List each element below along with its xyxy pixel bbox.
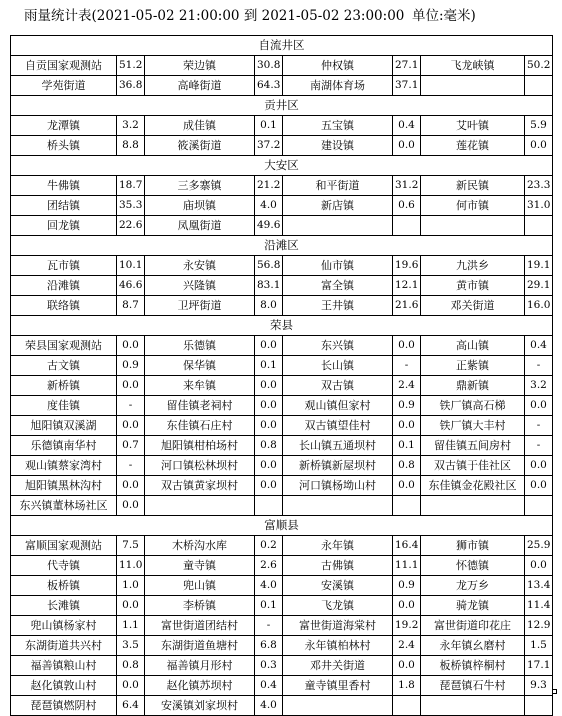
rainfall-value: 10.1 (117, 256, 145, 276)
rainfall-value: 0.0 (117, 496, 145, 516)
rainfall-value: 18.7 (117, 176, 145, 196)
station-name (283, 696, 393, 716)
rainfall-value: 0.3 (255, 656, 283, 676)
rainfall-value: 30.8 (255, 56, 283, 76)
rainfall-value: 6.4 (117, 696, 145, 716)
rainfall-value: 0.1 (255, 596, 283, 616)
station-name (421, 496, 525, 516)
table-row (11, 376, 553, 396)
station-name: 荣县国家观测站 (11, 336, 117, 356)
rainfall-value (525, 216, 553, 236)
station-name: 南湖体育场 (283, 76, 393, 96)
station-name: 永年镇柏林村 (283, 636, 393, 656)
station-name: 安溪镇刘家坝村 (145, 696, 255, 716)
station-name: 学苑街道 (11, 76, 117, 96)
rainfall-value: 0.0 (117, 476, 145, 496)
table-row (11, 336, 553, 356)
rainfall-value: 1.1 (117, 616, 145, 636)
station-name: 双古镇望佳村 (283, 416, 393, 436)
station-name: 来牟镇 (145, 376, 255, 396)
rainfall-value: 0.0 (393, 136, 421, 156)
table-row (11, 656, 553, 676)
station-name: 鼎新镇 (421, 376, 525, 396)
rainfall-value: 0.1 (255, 356, 283, 376)
rainfall-value: 21.2 (255, 176, 283, 196)
rainfall-value: 0.0 (525, 396, 553, 416)
station-name (145, 496, 255, 516)
station-name: 双古镇于佳社区 (421, 456, 525, 476)
rainfall-value: 29.1 (525, 276, 553, 296)
rainfall-value: 19.2 (393, 616, 421, 636)
station-name: 度佳镇 (11, 396, 117, 416)
table-row (11, 76, 553, 96)
rainfall-value: 0.4 (255, 676, 283, 696)
station-name: 龙万乡 (421, 576, 525, 596)
table-row (11, 476, 553, 496)
rainfall-value: 0.0 (525, 456, 553, 476)
district-header-row (11, 156, 553, 176)
rainfall-value: 2.4 (393, 636, 421, 656)
station-name (421, 696, 525, 716)
rainfall-value: 0.0 (393, 336, 421, 356)
station-name: 富全镇 (283, 276, 393, 296)
rainfall-value: 8.8 (117, 136, 145, 156)
station-name: 东兴镇董林场社区 (11, 496, 117, 516)
table-row (11, 496, 553, 516)
table-row (11, 456, 553, 476)
table-row (11, 296, 553, 316)
station-name: 富世街道印花庄 (421, 616, 525, 636)
rainfall-value: 37.1 (393, 76, 421, 96)
station-name: 回龙镇 (11, 216, 117, 236)
station-name: 沿滩镇 (11, 276, 117, 296)
station-name: 福善镇粮山村 (11, 656, 117, 676)
station-name: 铁厂镇高石梯 (421, 396, 525, 416)
rainfall-value: 2.4 (393, 376, 421, 396)
station-name: 东湖街道鱼塘村 (145, 636, 255, 656)
station-name: 邓井关街道 (283, 656, 393, 676)
rainfall-value: 11.0 (117, 556, 145, 576)
station-name: 新桥镇新屋坝村 (283, 456, 393, 476)
rainfall-value: 0.0 (255, 336, 283, 356)
station-name: 童寺镇里香村 (283, 676, 393, 696)
station-name: 飞龙峡镇 (421, 56, 525, 76)
station-name: 乐德镇南华村 (11, 436, 117, 456)
rainfall-value: 11.1 (393, 556, 421, 576)
rainfall-value: 0.7 (117, 436, 145, 456)
rainfall-value: 0.0 (393, 656, 421, 676)
rainfall-value: 12.9 (525, 616, 553, 636)
station-name: 东佳镇金花殿社区 (421, 476, 525, 496)
district-name: 自流井区 (11, 36, 553, 56)
rainfall-value: 0.0 (393, 416, 421, 436)
table-row (11, 416, 553, 436)
station-name: 高山镇 (421, 336, 525, 356)
station-name (421, 76, 525, 96)
station-name: 荣边镇 (145, 56, 255, 76)
station-name: 铁厂镇大丰村 (421, 416, 525, 436)
rainfall-value: 8.7 (117, 296, 145, 316)
station-name: 黄市镇 (421, 276, 525, 296)
rainfall-value: 0.8 (255, 436, 283, 456)
station-name: 长山镇 (283, 356, 393, 376)
rainfall-value: 0.9 (393, 576, 421, 596)
station-name (283, 496, 393, 516)
table-row (11, 616, 553, 636)
rainfall-value: 0.9 (393, 396, 421, 416)
rainfall-value (525, 496, 553, 516)
table-row (11, 576, 553, 596)
station-name: 仙市镇 (283, 256, 393, 276)
station-name: 古佛镇 (283, 556, 393, 576)
rainfall-value: 27.1 (393, 56, 421, 76)
station-name: 长山镇五通坝村 (283, 436, 393, 456)
rainfall-value: 0.8 (393, 456, 421, 476)
rainfall-value: 51.2 (117, 56, 145, 76)
station-name: 琵琶镇燃阴村 (11, 696, 117, 716)
station-name: 福善镇月形村 (145, 656, 255, 676)
station-name: 旭阳镇黑林沟村 (11, 476, 117, 496)
rainfall-value: 1.0 (117, 576, 145, 596)
rainfall-value: 19.1 (525, 256, 553, 276)
table-row (11, 676, 553, 696)
rainfall-value: 0.1 (393, 436, 421, 456)
station-name: 永安镇 (145, 256, 255, 276)
station-name: 瓦市镇 (11, 256, 117, 276)
station-name: 河口镇杨坳山村 (283, 476, 393, 496)
station-name: 留佳镇老祠村 (145, 396, 255, 416)
rainfall-value: 17.1 (525, 656, 553, 676)
station-name: 代寺镇 (11, 556, 117, 576)
station-name: 正紫镇 (421, 356, 525, 376)
rainfall-value: - (525, 416, 553, 436)
rainfall-value: 49.6 (255, 216, 283, 236)
table-row (11, 356, 553, 376)
station-name: 新店镇 (283, 196, 393, 216)
station-name: 李桥镇 (145, 596, 255, 616)
district-header-row (11, 236, 553, 256)
station-name: 河口镇松林坝村 (145, 456, 255, 476)
district-header-row (11, 516, 553, 536)
rainfall-value: 21.6 (393, 296, 421, 316)
rainfall-value: 1.8 (393, 676, 421, 696)
rainfall-value: 5.9 (525, 116, 553, 136)
table-row (11, 116, 553, 136)
district-name: 富顺县 (11, 516, 553, 536)
rainfall-value (525, 696, 553, 716)
station-name: 仲权镇 (283, 56, 393, 76)
rainfall-value: 16.4 (393, 536, 421, 556)
district-name: 荣县 (11, 316, 553, 336)
rainfall-value: 64.3 (255, 76, 283, 96)
rainfall-value: 0.0 (525, 476, 553, 496)
table-row (11, 596, 553, 616)
rainfall-value: - (525, 436, 553, 456)
station-name: 高峰街道 (145, 76, 255, 96)
station-name: 凤凰街道 (145, 216, 255, 236)
station-name: 东佳镇石庄村 (145, 416, 255, 436)
rainfall-value: 16.0 (525, 296, 553, 316)
station-name: 新民镇 (421, 176, 525, 196)
table-row (11, 276, 553, 296)
resize-handle (552, 689, 557, 694)
rainfall-value: 4.0 (255, 576, 283, 596)
table-row (11, 216, 553, 236)
rainfall-value: 2.6 (255, 556, 283, 576)
station-name: 三多寨镇 (145, 176, 255, 196)
station-name: 自贡国家观测站 (11, 56, 117, 76)
rainfall-value: 0.4 (525, 336, 553, 356)
station-name (421, 216, 525, 236)
rainfall-value: 0.0 (117, 416, 145, 436)
rainfall-value (525, 76, 553, 96)
table-row (11, 556, 553, 576)
station-name: 兜山镇 (145, 576, 255, 596)
station-name: 九洪乡 (421, 256, 525, 276)
table-row (11, 636, 553, 656)
station-name: 五宝镇 (283, 116, 393, 136)
rainfall-value: 23.3 (525, 176, 553, 196)
rainfall-value: 12.1 (393, 276, 421, 296)
rainfall-value: 0.0 (117, 676, 145, 696)
rainfall-value: 25.9 (525, 536, 553, 556)
station-name (283, 216, 393, 236)
rainfall-value: 0.0 (255, 376, 283, 396)
rainfall-table-body (11, 36, 553, 716)
station-name: 桥头镇 (11, 136, 117, 156)
district-name: 大安区 (11, 156, 553, 176)
rainfall-value: 0.0 (255, 456, 283, 476)
station-name: 留佳镇五间房村 (421, 436, 525, 456)
rainfall-value: 3.2 (117, 116, 145, 136)
station-name: 筱溪街道 (145, 136, 255, 156)
rainfall-value: - (525, 356, 553, 376)
rainfall-value: 19.6 (393, 256, 421, 276)
station-name: 古文镇 (11, 356, 117, 376)
station-name: 兴隆镇 (145, 276, 255, 296)
station-name: 板桥镇梓桐村 (421, 656, 525, 676)
station-name: 琵琶镇石牛村 (421, 676, 525, 696)
rainfall-value: 0.0 (117, 336, 145, 356)
rainfall-value: 31.0 (525, 196, 553, 216)
district-header-row (11, 316, 553, 336)
table-row (11, 696, 553, 716)
station-name: 双古镇黄家坝村 (145, 476, 255, 496)
rainfall-value: 0.9 (117, 356, 145, 376)
station-name: 东湖街道共兴村 (11, 636, 117, 656)
station-name: 骑龙镇 (421, 596, 525, 616)
rainfall-value: 0.4 (393, 116, 421, 136)
station-name: 新桥镇 (11, 376, 117, 396)
rainfall-value (393, 216, 421, 236)
rainfall-value: - (255, 616, 283, 636)
table-row (11, 136, 553, 156)
rainfall-value: 0.0 (255, 416, 283, 436)
rainfall-value: 0.0 (525, 556, 553, 576)
station-name: 龙潭镇 (11, 116, 117, 136)
rainfall-value: 56.8 (255, 256, 283, 276)
rainfall-value: 0.2 (255, 536, 283, 556)
station-name: 牛佛镇 (11, 176, 117, 196)
station-name: 何市镇 (421, 196, 525, 216)
rainfall-value: 22.6 (117, 216, 145, 236)
station-name: 东兴镇 (283, 336, 393, 356)
station-name: 长滩镇 (11, 596, 117, 616)
station-name: 旭阳镇双溪湖 (11, 416, 117, 436)
rainfall-value: 0.6 (393, 196, 421, 216)
station-name: 童寺镇 (145, 556, 255, 576)
rainfall-value: - (117, 456, 145, 476)
station-name: 邓关街道 (421, 296, 525, 316)
unit-label: 单位:毫米) (412, 8, 476, 24)
rainfall-value: 37.2 (255, 136, 283, 156)
rainfall-value: - (393, 356, 421, 376)
station-name: 富世街道团结村 (145, 616, 255, 636)
rainfall-value: 1.5 (525, 636, 553, 656)
table-row (11, 396, 553, 416)
rainfall-value: 50.2 (525, 56, 553, 76)
rainfall-value: 4.0 (255, 696, 283, 716)
rainfall-value: - (117, 396, 145, 416)
district-name: 贡井区 (11, 96, 553, 116)
rainfall-value: 0.0 (393, 596, 421, 616)
rainfall-value: 9.3 (525, 676, 553, 696)
rainfall-value (393, 496, 421, 516)
station-name: 板桥镇 (11, 576, 117, 596)
rainfall-value: 3.5 (117, 636, 145, 656)
station-name: 富世街道海棠村 (283, 616, 393, 636)
district-name: 沿滩区 (11, 236, 553, 256)
district-header-row (11, 36, 553, 56)
rainfall-value: 8.0 (255, 296, 283, 316)
station-name: 观山镇蔡家湾村 (11, 456, 117, 476)
station-name: 艾叶镇 (421, 116, 525, 136)
rainfall-value: 83.1 (255, 276, 283, 296)
table-title-bar (0, 4, 562, 28)
table-row (11, 176, 553, 196)
rainfall-value: 0.0 (117, 376, 145, 396)
station-name: 富顺国家观测站 (11, 536, 117, 556)
station-name: 木桥沟水库 (145, 536, 255, 556)
station-name: 王井镇 (283, 296, 393, 316)
station-name: 团结镇 (11, 196, 117, 216)
table-row (11, 436, 553, 456)
table-row (11, 536, 553, 556)
rainfall-table (10, 35, 553, 716)
rainfall-value: 6.8 (255, 636, 283, 656)
rainfall-value: 0.0 (393, 476, 421, 496)
rainfall-value: 0.0 (525, 136, 553, 156)
station-name: 卫坪街道 (145, 296, 255, 316)
station-name: 观山镇但家村 (283, 396, 393, 416)
station-name: 成佳镇 (145, 116, 255, 136)
rainfall-value (393, 696, 421, 716)
station-name: 双古镇 (283, 376, 393, 396)
rainfall-value: 36.8 (117, 76, 145, 96)
station-name: 建设镇 (283, 136, 393, 156)
station-name: 保华镇 (145, 356, 255, 376)
station-name: 赵化镇敦山村 (11, 676, 117, 696)
table-row (11, 256, 553, 276)
station-name: 狮市镇 (421, 536, 525, 556)
rainfall-value: 7.5 (117, 536, 145, 556)
station-name: 赵化镇苏坝村 (145, 676, 255, 696)
rainfall-value: 0.8 (117, 656, 145, 676)
rainfall-value: 46.6 (117, 276, 145, 296)
rainfall-value (255, 496, 283, 516)
rainfall-value: 0.0 (255, 476, 283, 496)
rainfall-value: 31.2 (393, 176, 421, 196)
station-name: 飞龙镇 (283, 596, 393, 616)
rainfall-value: 3.2 (525, 376, 553, 396)
station-name: 永年镇幺磨村 (421, 636, 525, 656)
station-name: 兜山镇杨家村 (11, 616, 117, 636)
rainfall-value: 0.0 (255, 396, 283, 416)
station-name: 庙坝镇 (145, 196, 255, 216)
rainfall-value: 0.0 (117, 596, 145, 616)
rainfall-value: 13.4 (525, 576, 553, 596)
table-row (11, 196, 553, 216)
district-header-row (11, 96, 553, 116)
station-name: 旭阳镇柑柏场村 (145, 436, 255, 456)
station-name: 怀德镇 (421, 556, 525, 576)
table-row (11, 56, 553, 76)
rainfall-value: 11.4 (525, 596, 553, 616)
rainfall-value: 4.0 (255, 196, 283, 216)
station-name: 莲花镇 (421, 136, 525, 156)
station-name: 和平街道 (283, 176, 393, 196)
rainfall-value: 35.3 (117, 196, 145, 216)
station-name: 安溪镇 (283, 576, 393, 596)
station-name: 永年镇 (283, 536, 393, 556)
station-name: 乐德镇 (145, 336, 255, 356)
station-name: 联络镇 (11, 296, 117, 316)
rainfall-value: 0.1 (255, 116, 283, 136)
table-title: 雨量统计表(2021-05-02 21:00:00 到 2021-05-02 23:00:00 (24, 8, 405, 24)
